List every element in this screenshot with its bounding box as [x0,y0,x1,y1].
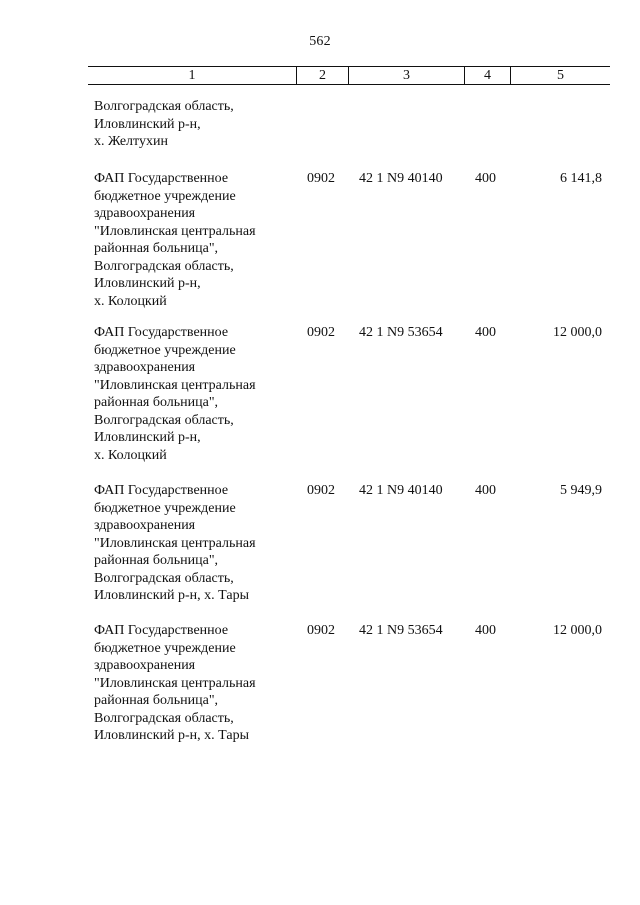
row-amount: 6 141,8 [560,171,602,186]
row-name: ФАП Государственное бюджетное учреждение здравоохранения "Иловлинская центральная районная больница", Волгоградская область, Иловлинский р-н, х. Тары [94,483,256,603]
row-expense-type: 400 [475,171,496,186]
column-header-1: 1 [188,68,196,83]
row-name: Волгоградская область, Иловлинский р-н, х. Желтухин [94,99,234,149]
row-name: ФАП Государственное бюджетное учреждение здравоохранения "Иловлинская центральная районная больница", Волгоградская область, Иловлинский р-н, х. Тары [94,623,256,743]
row-code: 0902 [307,623,335,638]
row-name: ФАП Государственное бюджетное учреждение здравоохранения "Иловлинская центральная районная больница", Волгоградская область, Иловлинский р-н, х. Колоцкий [94,325,256,463]
row-code: 0902 [307,325,335,340]
row-expense-type: 400 [475,325,496,340]
row-amount: 12 000,0 [553,623,602,638]
row-amount: 12 000,0 [553,325,602,340]
row-target-article: 42 1 N9 40140 [359,171,443,186]
row-amount: 5 949,9 [560,483,602,498]
row-target-article: 42 1 N9 53654 [359,623,443,638]
row-name: ФАП Государственное бюджетное учреждение здравоохранения "Иловлинская центральная районная больница", Волгоградская область, Иловлинский р-н, х. Колоцкий [94,171,256,309]
row-target-article: 42 1 N9 40140 [359,483,443,498]
row-expense-type: 400 [475,623,496,638]
column-header-3: 3 [348,67,464,84]
row-target-article: 42 1 N9 53654 [359,325,443,340]
row-code: 0902 [307,483,335,498]
row-code: 0902 [307,171,335,186]
column-header-5: 5 [510,67,610,84]
column-header-2: 2 [296,67,348,84]
table-header [88,66,610,85]
page-number: 562 [309,34,331,49]
row-expense-type: 400 [475,483,496,498]
column-header-4: 4 [464,67,510,84]
